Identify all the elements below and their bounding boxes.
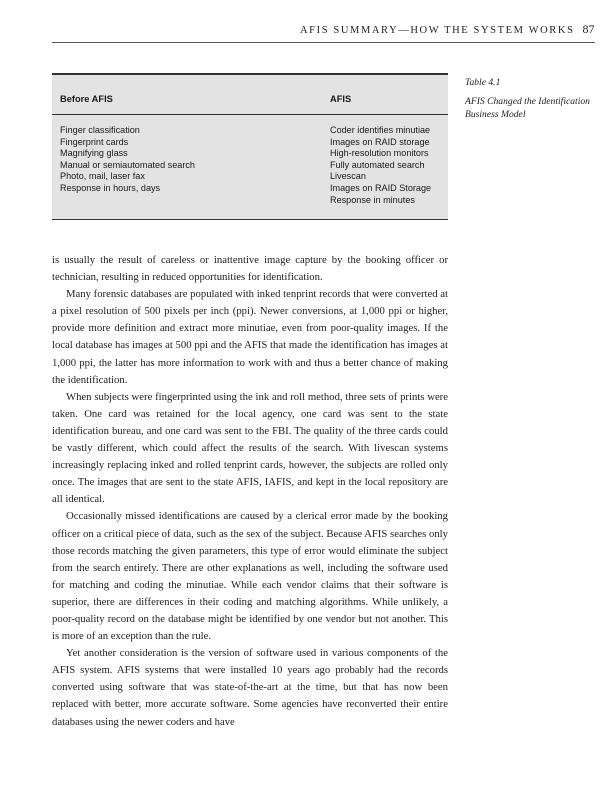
table-cell: Response in minutes — [330, 194, 415, 205]
table-header-afis: AFIS — [330, 94, 352, 104]
running-title: AFIS SUMMARY—HOW THE SYSTEM WORKS — [300, 25, 575, 36]
afis-column — [330, 125, 431, 206]
table-label: Table 4.1 — [465, 77, 501, 88]
paragraph-5: Yet another consideration is the version of software used in various components of the AFIS system. AFIS systems that were installed 10 years ago probably had the records converted using software that was state-of-the-art at the time, but that has now been replaced with better, more accurate software. Some agencies have reconverted their entire databases using the newer coders and have — [52, 647, 448, 728]
table-header-before-afis: Before AFIS — [60, 94, 113, 104]
paragraph-4: Occasionally missed identifications are caused by a clerical error made by the booking officer on a critical piece of data, such as the sex of the subject. Because AFIS searches only those records matching the given parameters, this type of error would eliminate the subject from the search entirely. There are other explanations as well, including the software used for matching and coding the minutiae. While each vendor claims that their software is superior, there are differences in their coding and matching algorithms. While unlikely, a poor-quality record on the database might be identified by one vendor but not another. This is more of an exception than the rule. — [52, 510, 448, 643]
table-cell: Coder identifies minutiae — [330, 125, 431, 135]
paragraph-1: is usually the result of careless or inattentive image capture by the booking officer or technician, resulting in reduced opportunities for identification. — [52, 254, 448, 284]
table-cell: Images on RAID Storage — [330, 182, 432, 193]
paragraph-2: Many forensic databases are populated with inked tenprint records that were converted at a pixel resolution of 500 pixels per inch (ppi). Newer conversions, at 1,000 ppi or higher, provide more definition and extract more minutiae, even from poor-quality images. If the local database has images at 500 ppi and the AFIS that made the identification has images at 1,000 ppi, the latter has more information to work with and thus a better chance of making the identification. — [52, 288, 448, 386]
table-cell: Response in hours, days — [60, 182, 161, 193]
body-text — [52, 252, 448, 731]
table-cell: Finger classification — [60, 125, 140, 135]
paragraph-3: When subjects were fingerprinted using the ink and roll method, three sets of prints were taken. One card was retained for the local agency, one card was sent to the state identification bureau, and one card was sent to the FBI. The quality of the three cards could be vastly different, which could affect the results of the search. With livescan systems increasingly replacing inked and rolled tenprint cards, however, the subjects are rolled only once. The images that are sent to the state AFIS, IAFIS, and kept in the local repository are all identical. — [52, 390, 448, 506]
page-number: 87 — [582, 22, 595, 36]
comparison-table — [52, 73, 448, 220]
running-head — [300, 22, 595, 37]
header-rule — [52, 42, 595, 43]
table-cell: Images on RAID storage — [330, 136, 430, 147]
table-header-rule — [52, 114, 448, 115]
table-cell: High-resolution monitors — [330, 148, 429, 159]
before-afis-column — [60, 125, 195, 195]
table-cell: Livescan — [330, 171, 366, 182]
table-cell: Fingerprint cards — [60, 136, 129, 147]
table-cell: Magnifying glass — [60, 148, 128, 159]
table-caption — [465, 76, 595, 121]
table-cell: Photo, mail, laser fax — [60, 171, 145, 182]
table-cell: Manual or semiautomated search — [60, 159, 195, 170]
table-cell: Fully automated search — [330, 159, 425, 170]
table-title: AFIS Changed the Identification Business Model — [465, 96, 590, 120]
